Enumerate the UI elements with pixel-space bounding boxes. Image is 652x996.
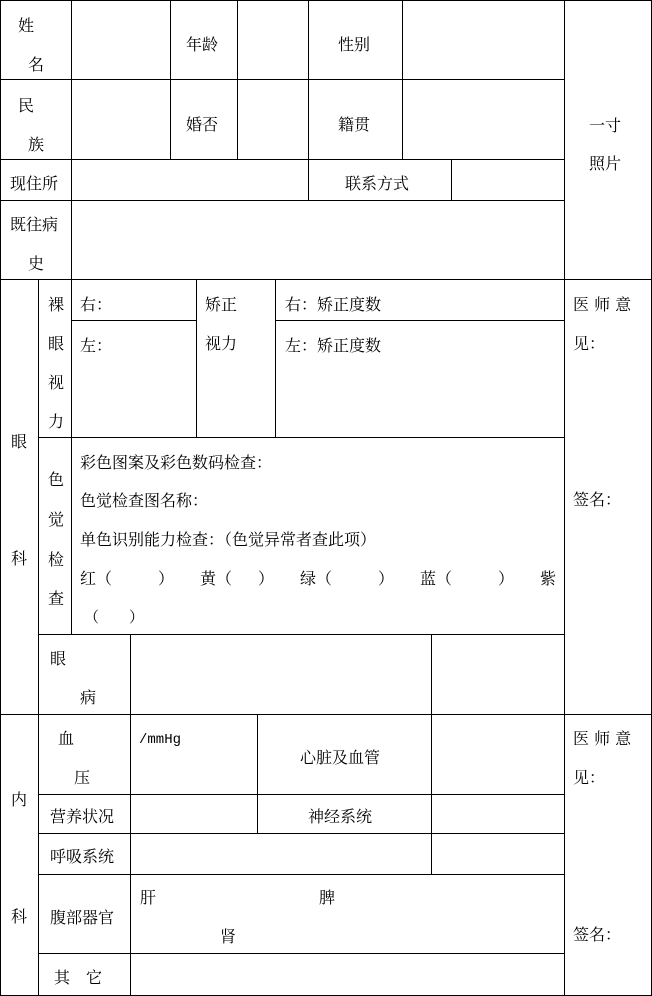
naked-right: 右： xyxy=(80,295,113,314)
spleen-label: 脾 xyxy=(319,888,336,907)
abdomen-label: 腹部器官 xyxy=(50,908,115,927)
label-age: 年龄 xyxy=(186,35,219,54)
liver-label: 肝 xyxy=(140,888,157,907)
bp-unit: /mmHg xyxy=(139,732,182,748)
color-blue: 蓝（ xyxy=(420,569,453,588)
label-ethnicity: 民 xyxy=(18,96,35,115)
kidney-label: 肾 xyxy=(220,927,237,946)
label-name: 姓 xyxy=(18,16,35,35)
bp-label-2: 压 xyxy=(74,768,91,787)
label-photo-2: 照片 xyxy=(589,154,622,173)
label-photo: 一寸 xyxy=(589,116,622,135)
bp-label: 血 xyxy=(58,729,75,748)
label-contact: 联系方式 xyxy=(345,174,410,193)
naked-vision-label-4: 力 xyxy=(48,412,65,431)
label-native-place: 籍贯 xyxy=(338,115,371,134)
corrected-vision-label-2: 视力 xyxy=(205,334,238,353)
internal-section-label-2: 科 xyxy=(11,907,28,926)
eye-doctor-opinion: 医 师 意 xyxy=(573,295,632,314)
color-vision-label-4: 查 xyxy=(48,589,65,608)
label-residence: 现住所 xyxy=(10,174,59,193)
eye-signature: 签名： xyxy=(573,490,622,509)
naked-vision-label-2: 眼 xyxy=(48,334,65,353)
color-green-close: ） xyxy=(378,569,395,588)
other-label: 其 它 xyxy=(54,968,103,987)
nutrition-label: 营养状况 xyxy=(50,807,115,826)
naked-vision-label-3: 视 xyxy=(48,373,65,392)
internal-doctor-opinion: 医 师 意 xyxy=(573,729,632,748)
color-yellow: 黄（ xyxy=(200,569,233,588)
label-history: 既往病 xyxy=(10,215,59,234)
eye-section-label: 眼 xyxy=(11,432,28,451)
color-green: 绿（ xyxy=(300,569,333,588)
label-ethnicity-2: 族 xyxy=(28,135,45,154)
color-blue-close: ） xyxy=(498,569,515,588)
label-marital: 婚否 xyxy=(186,115,219,134)
color-purple-paren: （ ） xyxy=(84,608,145,626)
internal-doctor-opinion-2: 见： xyxy=(573,768,606,787)
corrected-left: 左：矫正度数 xyxy=(285,336,382,355)
color-purple: 紫 xyxy=(540,569,557,588)
color-check-line-2: 色觉检查图名称： xyxy=(80,491,209,510)
color-vision-label-1: 色 xyxy=(48,470,65,489)
label-name-2: 名 xyxy=(28,55,45,74)
color-red: 红（ xyxy=(80,569,113,588)
internal-section-label: 内 xyxy=(11,790,28,809)
heart-label: 心脏及血管 xyxy=(300,748,381,767)
corrected-right: 右：矫正度数 xyxy=(285,295,382,314)
naked-vision-label-1: 裸 xyxy=(48,295,65,314)
color-vision-label-3: 检 xyxy=(48,550,65,569)
nerve-label: 神经系统 xyxy=(308,807,373,826)
eye-disease-label-2: 病 xyxy=(80,688,97,707)
corrected-vision-label: 矫正 xyxy=(205,295,238,314)
naked-left: 左： xyxy=(80,336,113,355)
internal-signature: 签名： xyxy=(573,925,622,944)
respiratory-label: 呼吸系统 xyxy=(50,847,115,866)
color-check-line-1: 彩色图案及彩色数码检查： xyxy=(80,453,273,472)
eye-section-label-2: 科 xyxy=(11,549,28,568)
color-red-close: ） xyxy=(158,569,175,588)
color-vision-label-2: 觉 xyxy=(48,510,65,529)
eye-disease-label: 眼 xyxy=(50,649,67,668)
label-history-2: 史 xyxy=(28,254,45,273)
color-yellow-close: ） xyxy=(258,569,275,588)
color-check-line-3: 单色识别能力检查：（色觉异常者查此项） xyxy=(80,530,377,549)
eye-doctor-opinion-2: 见： xyxy=(573,334,606,353)
label-gender: 性别 xyxy=(338,35,371,54)
